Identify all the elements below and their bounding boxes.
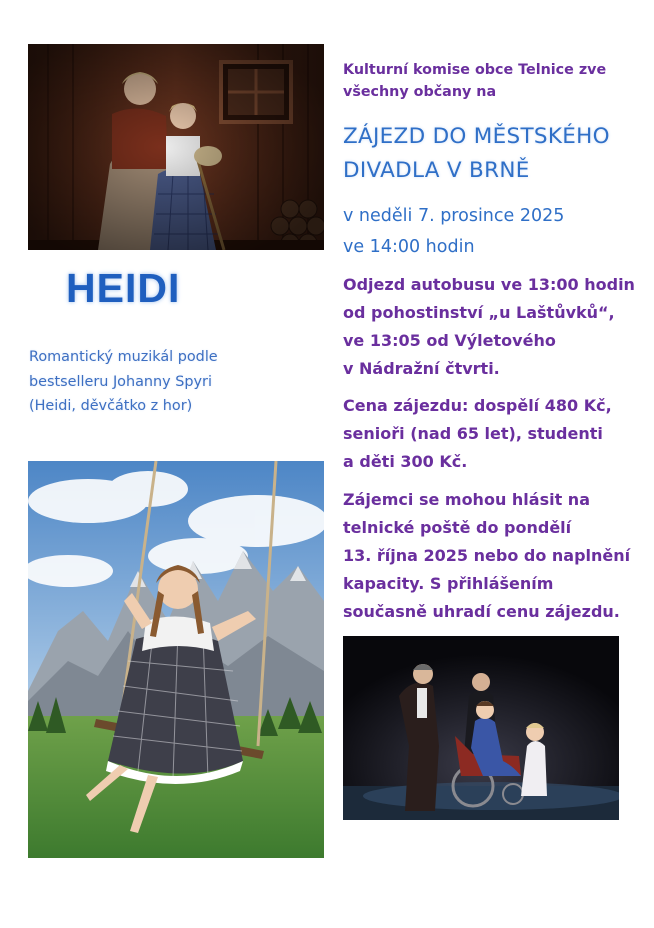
price-line: Cena zájezdu: dospělí 480 Kč, xyxy=(343,396,612,415)
signup-info xyxy=(343,486,630,626)
signup-line: telnické poště do pondělí xyxy=(343,518,572,537)
price-info xyxy=(343,392,612,476)
event-date xyxy=(343,201,564,263)
stage-photo-heidi-and-woman xyxy=(28,44,324,250)
stage-photo-wheelchair-scene xyxy=(343,636,619,820)
subtitle-line: bestselleru Johanny Spyri xyxy=(29,373,212,390)
invite-line: všechny občany na xyxy=(343,84,497,100)
signup-line: kapacity. S přihlášením xyxy=(343,574,554,593)
trip-title-line: ZÁJEZD DO MĚSTSKÉHO xyxy=(343,124,610,149)
departure-line: od pohostinství „u Laštůvků“, xyxy=(343,303,615,322)
trip-title xyxy=(343,120,610,188)
invite-line: Kulturní komise obce Telnice zve xyxy=(343,62,607,78)
departure-info xyxy=(343,271,635,383)
subtitle-line: (Heidi, děvčátko z hor) xyxy=(29,398,193,414)
date-line: v neděli 7. prosince 2025 xyxy=(343,206,565,226)
departure-line: v Nádražní čtvrti. xyxy=(343,359,500,378)
show-title: HEIDI xyxy=(66,265,181,311)
photo-girl-on-swing xyxy=(28,461,324,858)
price-line: senioři (nad 65 let), studenti xyxy=(343,424,603,443)
price-line: a děti 300 Kč. xyxy=(343,452,468,471)
subtitle-line: Romantický muzikál podle xyxy=(29,349,218,365)
time-line: ve 14:00 hodin xyxy=(343,237,475,257)
show-subtitle xyxy=(29,345,289,419)
signup-line: 13. října 2025 nebo do naplnění xyxy=(343,546,631,565)
signup-line: Zájemci se mohou hlásit na xyxy=(343,490,590,509)
departure-line: Odjezd autobusu ve 13:00 hodin xyxy=(343,275,635,294)
trip-title-line: DIVADLA V BRNĚ xyxy=(343,158,530,183)
departure-line: ve 13:05 od Výletového xyxy=(343,331,556,350)
invitation-text xyxy=(343,59,606,103)
signup-line: současně uhradí cenu zájezdu. xyxy=(343,602,620,621)
